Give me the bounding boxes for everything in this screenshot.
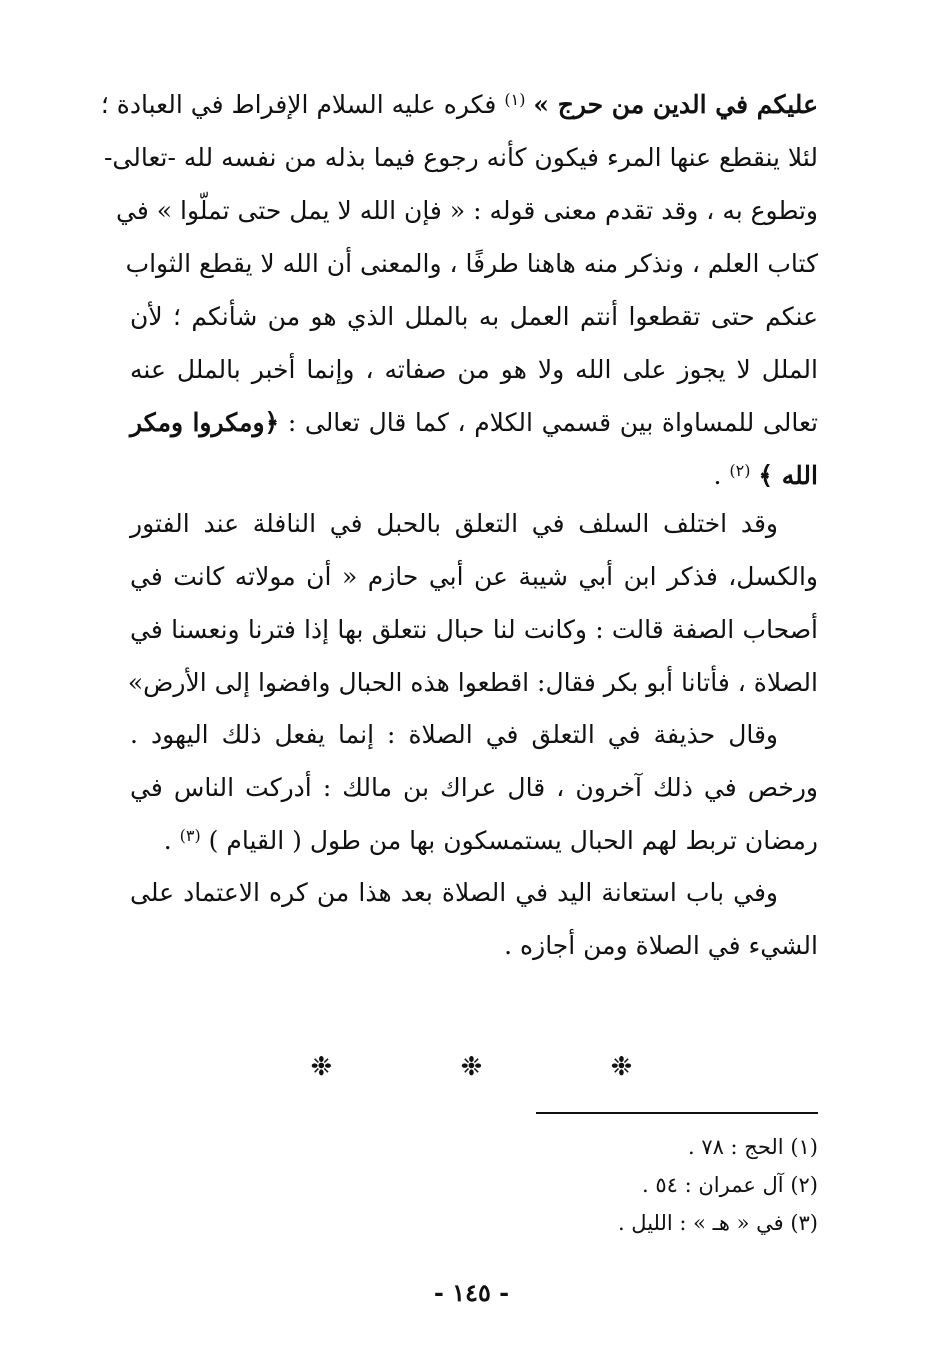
paragraph-4-line-2: الشيء في الصلاة ومن أجازه . [504, 931, 818, 960]
paragraph-3-line-2: ورخص في ذلك آخرون ، قال عراك بن مالك : أدركت الناس في [130, 773, 818, 802]
footnote-ref-1: (١) [504, 90, 526, 109]
footnote-ref-3: (٣) [179, 826, 201, 845]
paragraph-1-line-3: وتطوع به ، وقد تقدم معنى قوله : « فإن الله لا يمل حتى تملّوا » في [116, 196, 818, 225]
quran-quote-end: الله ﴾ [758, 461, 818, 490]
period: . [163, 826, 172, 855]
paragraph-1-line-7 [130, 396, 818, 449]
footnote-3: (٣) في « هـ » : الليل . [617, 1211, 818, 1235]
footnote-ref-2: (٢) [729, 461, 751, 480]
paragraph-2-line-2: والكسل، فذكر ابن أبي شيبة عن أبي حازم « أن مولاته كانت في [130, 562, 818, 591]
page-number: - ١٤٥ - [433, 1278, 510, 1307]
footnote-1: (١) الحج : ٧٨ . [687, 1135, 818, 1159]
paragraph-2-line-3: أصحاب الصفة قالت : وكانت لنا حبال نتعلق بها إذا فترنا ونعسنا في [130, 615, 818, 644]
paragraph-3-line-1: وقال حذيفة في التعلق في الصلاة : إنما يفعل ذلك اليهود . [130, 720, 778, 749]
paragraph-1 [100, 78, 819, 502]
line-text: تعالى للمساواة بين قسمي الكلام ، كما قال تعالى : [287, 408, 819, 437]
footnote-divider [536, 1112, 818, 1114]
footnote-2: (٢) آل عمران : ٥٤ . [642, 1173, 818, 1197]
quran-quote: ﴿ومكروا ومكر [130, 408, 280, 437]
line-text: فكره عليه السلام الإفراط في العبادة ؛ [100, 90, 497, 119]
paragraph-1-line-8 [130, 449, 818, 502]
line-text: رمضان تربط لهم الحبال يستمسكون بها من طول ( القيام ) [208, 826, 818, 855]
paragraph-2-line-1: وقد اختلف السلف في التعلق بالحبل في النافلة عند الفتور [130, 509, 778, 538]
paragraph-1-line-4: كتاب العلم ، ونذكر منه هاهنا طرفًا ، والمعنى أن الله لا يقطع الثواب [125, 249, 818, 278]
paragraph-4-line-1: وفي باب استعانة اليد في الصلاة بعد هذا من كره الاعتماد على [130, 878, 778, 907]
paragraph-4 [130, 866, 818, 972]
paragraph-2 [127, 497, 818, 709]
paragraph-3 [130, 708, 818, 867]
paragraph-1-line-5: عنكم حتى تقطعوا أنتم العمل به بالملل الذي هو من شأنكم ؛ لأن [130, 302, 818, 331]
paragraph-1-line-6: الملل لا يجوز على الله ولا هو من صفاته ، وإنما أخبر بالملل عنه [130, 355, 818, 384]
section-separator: ❉ ❉ ❉ [310, 1052, 693, 1082]
paragraph-1-line-2: لئلا ينقطع عنها المرء فيكون كأنه رجوع فيما بذله من نفسه لله -تعالى- [103, 143, 818, 172]
period: . [713, 461, 722, 490]
paragraph-1-line-1 [100, 78, 818, 131]
paragraph-3-line-3 [130, 814, 818, 867]
paragraph-2-line-4: الصلاة ، فأتانا أبو بكر فقال: اقطعوا هذه الحبال وافضوا إلى الأرض» [127, 668, 818, 697]
bold-phrase: عليكم في الدين من حرج » [533, 90, 818, 119]
footnotes [430, 1128, 818, 1242]
